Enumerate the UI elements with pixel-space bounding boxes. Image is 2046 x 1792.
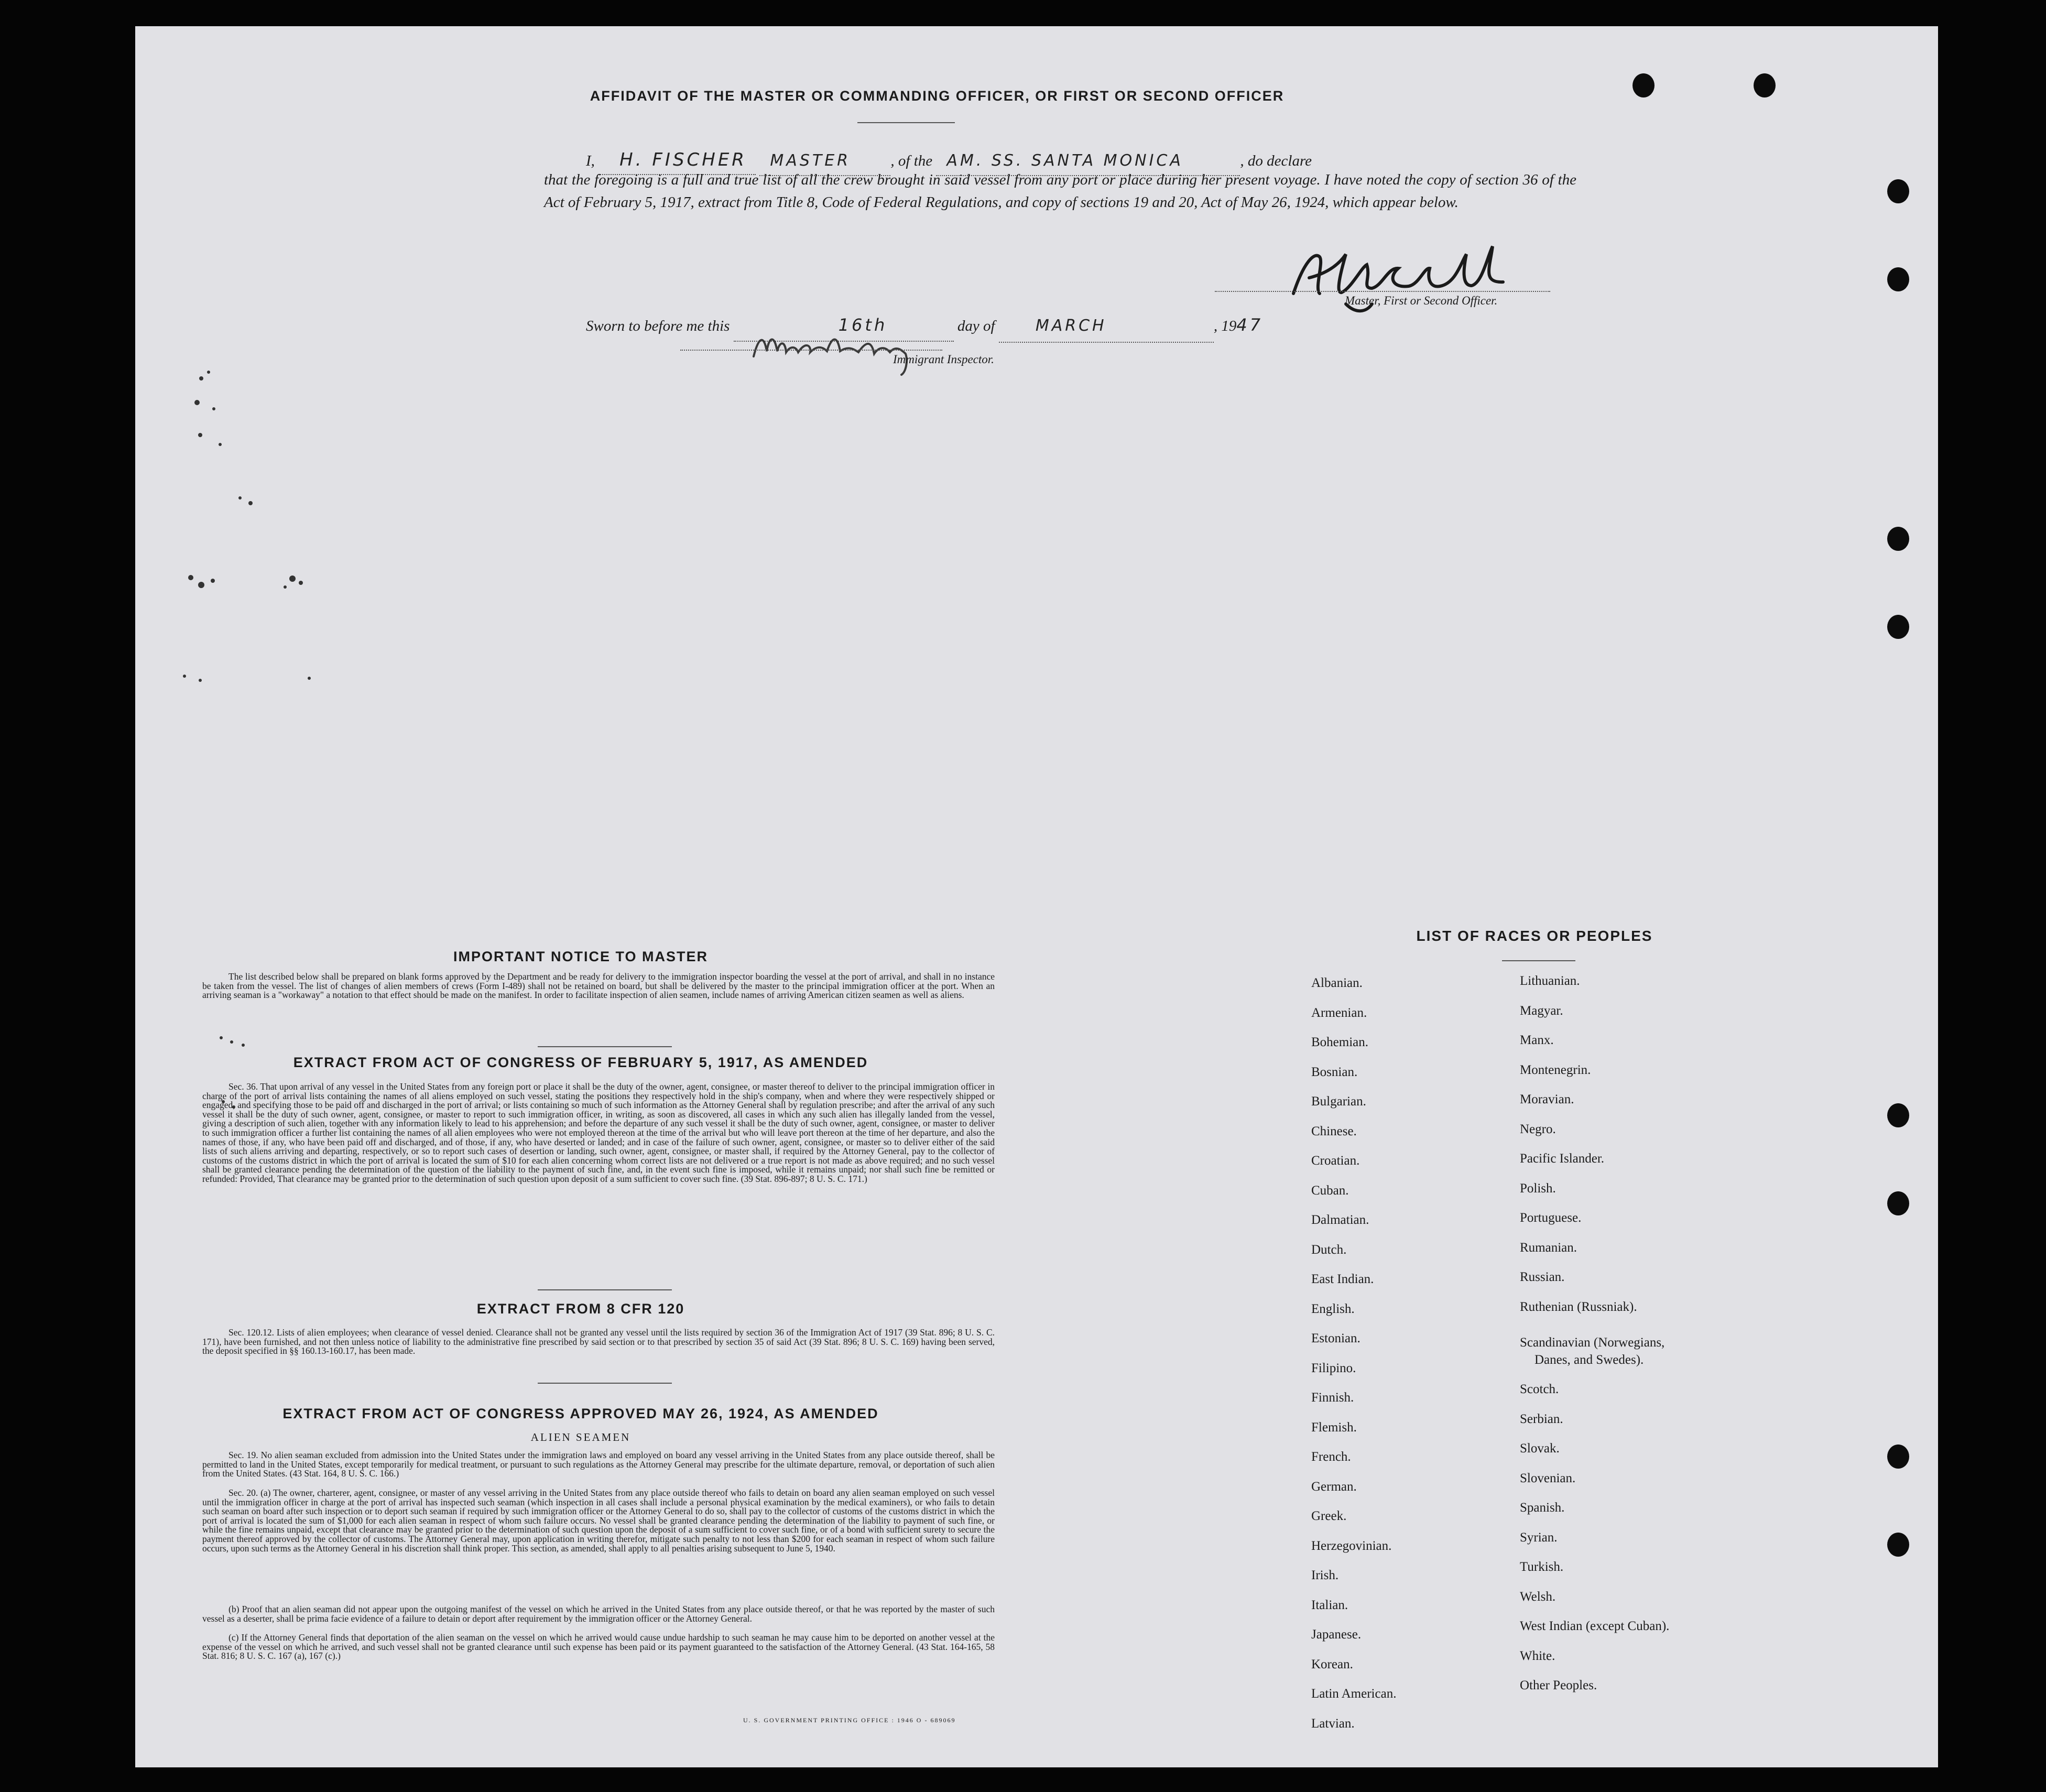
extract-1924-title: EXTRACT FROM ACT OF CONGRESS APPROVED MAY 26, 1924, AS AMENDED <box>282 1406 879 1421</box>
margin-specks <box>167 341 345 1179</box>
affidavit-title: AFFIDAVIT OF THE MASTER OR COMMANDING OFFICER, OR FIRST OR SECOND OFFICER <box>590 88 1285 104</box>
race-item: Bulgarian. <box>1311 1094 1366 1109</box>
race-item: Montenegrin. <box>1520 1063 1591 1077</box>
race-item: Welsh. <box>1520 1590 1556 1604</box>
race-item: Flemish. <box>1311 1420 1357 1435</box>
signature-caption: Master, First or Second Officer. <box>1345 294 1498 307</box>
do-declare-text: , do declare <box>1240 153 1312 169</box>
race-item: Latvian. <box>1311 1717 1355 1731</box>
sworn-line <box>586 309 1372 343</box>
race-item: Lithuanian. <box>1520 974 1580 988</box>
divider <box>538 1383 672 1384</box>
extract-1917-title: EXTRACT FROM ACT OF CONGRESS OF FEBRUARY 5, 1917, AS AMENDED <box>293 1055 868 1070</box>
sworn-year: 47 <box>1236 315 1264 335</box>
printing-office-footer: U. S. GOVERNMENT PRINTING OFFICE : 1946 O - 689069 <box>743 1717 956 1724</box>
race-item: Other Peoples. <box>1520 1678 1597 1692</box>
divider <box>538 1289 672 1290</box>
race-item: White. <box>1520 1649 1555 1663</box>
race-item: Portuguese. <box>1520 1211 1582 1225</box>
race-item: Croatian. <box>1311 1154 1360 1168</box>
race-item: German. <box>1311 1480 1357 1494</box>
day-of-text: day of <box>957 318 995 334</box>
race-item: West Indian (except Cuban). <box>1520 1619 1670 1633</box>
punch-hole <box>1887 1103 1909 1127</box>
extract-cfr-title: EXTRACT FROM 8 CFR 120 <box>476 1301 685 1317</box>
race-item: Herzegovinian. <box>1311 1539 1392 1553</box>
notice-body: The list described below shall be prepared on blank forms approved by the Department and be ready for delivery to the immigration inspector boarding the vessel at the port of arrival, and shall in no instance be taken from the vessel. The list of changes of alien members of crews (Form I-489) shall not be retained on board, but shall be delivered by the master to the principal immigration officer at the port. When an arriving seaman is a "workaway" a notation to that effect should be made on the manifest. In order to facilitate inspection of alien seamen, include names of arriving American citizen seamen as well as aliens. <box>202 971 995 1001</box>
race-item: Slovenian. <box>1520 1471 1576 1485</box>
race-item: Rumanian. <box>1520 1241 1577 1255</box>
race-item: Dalmatian. <box>1311 1213 1369 1227</box>
master-title: MASTER <box>759 147 890 176</box>
race-item: French. <box>1311 1450 1351 1464</box>
master-name: H. FISCHER <box>598 146 756 175</box>
year-prefix: , 19 <box>1213 318 1237 334</box>
race-item: Turkish. <box>1520 1560 1564 1574</box>
sworn-month: MARCH <box>999 310 1214 343</box>
race-item: Scandinavian (Norwegians, <box>1520 1335 1665 1350</box>
race-item: Armenian. <box>1311 1006 1367 1020</box>
vessel-name: AM. SS. SANTA MONICA <box>936 147 1240 176</box>
race-item: Albanian. <box>1311 976 1363 990</box>
race-item: Danes, and Swedes). <box>1534 1353 1644 1367</box>
declaration-body: that the foregoing is a full and true list of all the crew brought in said vessel from any port or place during her present voyage. I have noted the copy of section 36 of the Act of February 5, 1917, extract from Title 8, Code of Federal Regulations, and copy of sections 19 and 20, Act of May 26, 1924, which appear below. <box>544 171 1576 211</box>
race-item: Finnish. <box>1311 1391 1354 1405</box>
race-item: East Indian. <box>1311 1272 1374 1286</box>
race-item: Serbian. <box>1520 1412 1563 1426</box>
race-item: Ruthenian (Russniak). <box>1520 1300 1637 1314</box>
sworn-prefix: Sworn to before me this <box>586 318 730 334</box>
extract-1924-sec20c: (c) If the Attorney General finds that deportation of the alien seaman on the vessel on which he arrived would cause undue hardship to such seaman he may cause him to be deported on another vessel at the expense of the vessel on which he arrived, and such vessel shall not be granted clearance until such expense has been paid or its payment guaranteed to the satisfaction of the Attorney General. (43 Stat. 164-165, 58 Stat. 816; 8 U. S. C. 167 (a), 167 (c).) <box>202 1632 995 1661</box>
punch-hole <box>1754 73 1776 97</box>
race-item: Slovak. <box>1520 1441 1560 1456</box>
extract-cfr-body: Sec. 120.12. Lists of alien employees; when clearance of vessel denied. Clearance shall not be granted any vessel until the lists required by section 36 of the Immigration Act of 1917 (39 Stat. 896; 8 U. S. C. 171), have been furnished, and not then unless notice of liability to the administrative fine prescribed by said section or to that prescribed by section 35 of said Act (39 Stat. 896; 8 U. S. C. 169) having been served, the deposit specified in §§ 160.13-160.17, has been made. <box>202 1327 995 1356</box>
race-item: Cuban. <box>1311 1183 1349 1198</box>
race-item: English. <box>1311 1302 1355 1316</box>
race-item: Moravian. <box>1520 1092 1574 1106</box>
extract-1924-sec20b: (b) Proof that an alien seaman did not appear upon the outgoing manifest of the vessel on which he arrived in the United States from any place outside thereof, or that he was reported by the master of such vessel as a deserter, shall be prima facie evidence of a failure to detain or deport after requirement by the immigration officer or the Attorney General. <box>202 1604 995 1624</box>
race-item: Estonian. <box>1311 1331 1361 1345</box>
race-item: Syrian. <box>1520 1530 1558 1545</box>
inspector-signature <box>748 320 937 377</box>
race-item: Greek. <box>1311 1509 1347 1523</box>
punch-hole <box>1887 1191 1909 1215</box>
races-title: LIST OF RACES OR PEOPLES <box>1416 928 1653 944</box>
race-item: Latin American. <box>1311 1687 1397 1701</box>
divider <box>538 1046 672 1047</box>
punch-hole <box>1887 615 1909 639</box>
race-item: Russian. <box>1520 1270 1565 1284</box>
signature-line <box>1215 291 1550 292</box>
punch-hole <box>1887 267 1909 291</box>
race-item: Japanese. <box>1311 1627 1362 1642</box>
race-item: Negro. <box>1520 1122 1556 1136</box>
race-item: Pacific Islander. <box>1520 1152 1605 1166</box>
extract-1924-subtitle: ALIEN SEAMEN <box>530 1431 631 1443</box>
race-item: Italian. <box>1311 1598 1348 1612</box>
of-the-text: , of the <box>890 153 933 169</box>
sworn-day: 16th <box>734 309 954 342</box>
race-item: Korean. <box>1311 1657 1353 1671</box>
punch-hole <box>1887 1445 1909 1469</box>
punch-hole <box>1887 179 1909 203</box>
race-item: Magyar. <box>1520 1004 1563 1018</box>
race-item: Scotch. <box>1520 1382 1559 1396</box>
race-item: Filipino. <box>1311 1361 1356 1375</box>
race-item: Bosnian. <box>1311 1065 1358 1079</box>
race-item: Manx. <box>1520 1033 1554 1047</box>
race-item: Spanish. <box>1520 1501 1565 1515</box>
extract-1924-sec19: Sec. 19. No alien seaman excluded from admission into the United States under the immigration laws and employed on board any vessel arriving in the United States from any place outside thereof, shall be permitted to land in the United States, except temporarily for medical treatment, or pursuant to such regulations as the Attorney General may prescribe for the ultimate departure, removal, or deportation of such alien from the United States. (43 Stat. 164, 8 U. S. C. 166.) <box>202 1450 995 1479</box>
punch-hole <box>1887 1533 1909 1557</box>
race-item: Chinese. <box>1311 1124 1357 1138</box>
race-item: Dutch. <box>1311 1243 1347 1257</box>
extract-1917-body: Sec. 36. That upon arrival of any vessel in the United States from any foreign port or place it shall be the duty of the owner, agent, consignee, or master thereof to deliver to the principal immigration officer in charge of the port of arrival lists containing the names of all aliens employed on such vessel, stating the positions they respectively hold in the ship's company, when and where they were respectively shipped or engaged, and specifying those to be paid off and discharged in the port of arrival; or lists containing so much of such information as the Attorney General shall by regulation prescribe; and after the arrival of any such vessel it shall be the duty of such owner, agent, consignee, or master to report to such immigration officer, in writing, as soon as discovered, all cases in which any such alien has illegally landed from the vessel, giving a description of such alien, together with any information likely to lead to his apprehension; and before the departure of any such vessel it shall be the duty of such owner, agent, consignee, or master to deliver to such immigration officer a further list containing the names of all alien employees who were not employed thereon at the time of the arrival but who will leave port thereon at the time of her departure, and also the names of those, if any, who have been paid off and discharged, and of those, if any, who have deserted or landed; and in case of the failure of such owner, agent, consignee, or master so to deliver either of the said lists of such aliens arriving and departing, respectively, or so to report such cases of desertion or landing, such owner, agent, consignee, or master shall, if required by the Attorney General, pay to the collector of customs of the customs district in which the port of arrival is located the sum of $10 for each alien concerning whom correct lists are not delivered or a true report is not made as above required; and no such vessel shall be granted clearance pending the determination of the question of the liability to the payment of such fine, and, in the event such fine is imposed, while it remains unpaid; nor shall such fine be remitted or refunded: Provided, That clearance may be granted prior to the determination of such question upon deposit of a sum sufficient to cover such fine. (39 Stat. 896-897; 8 U. S. C. 171.) <box>202 1081 995 1184</box>
notice-title: IMPORTANT NOTICE TO MASTER <box>453 949 708 964</box>
inspector-line <box>680 350 942 351</box>
punch-hole <box>1633 73 1655 97</box>
punch-hole <box>1887 527 1909 551</box>
inspector-caption: Immigrant Inspector. <box>893 353 994 366</box>
race-item: Bohemian. <box>1311 1035 1369 1049</box>
declaration-prefix: I, <box>586 153 595 169</box>
divider <box>1502 960 1575 961</box>
divider <box>857 122 955 123</box>
extract-1924-sec20a: Sec. 20. (a) The owner, charterer, agent, consignee, or master of any vessel arriving in the United States from any place outside thereof who fails to detain on board any alien seaman employed on such vessel until the immigration officer in charge at the port of arrival has inspected such seaman (which inspection in all cases shall include a personal physical examination by the medical examiners), or who fails to detain such seaman on board after such inspection or to deport such seaman if required by such immigration officer or the Attorney General to do so, shall pay to the collector of customs of the customs district in which the port of arrival is located the sum of $1,000 for each alien seaman in respect of whom such failure occurs. No vessel shall be granted clearance pending the determination of the liability to payment of such fine, or while the fine remains unpaid, except that clearance may be granted prior to the determination of such question upon the deposit of a sum sufficient to cover such fine, or of a bond with sufficient surety to secure the payment thereof approved by the collector of customs. The Attorney General may, upon application in writing therefor, mitigate such penalty to not less than $200 for each seaman in respect of whom such failure occurs, upon such terms as the Attorney General in his discretion shall think proper. This section, as amended, shall apply to all penalties arising subsequent to June 5, 1940. <box>202 1487 995 1554</box>
race-item: Irish. <box>1311 1568 1339 1582</box>
document-page <box>135 26 1938 1767</box>
race-item: Polish. <box>1520 1181 1556 1196</box>
